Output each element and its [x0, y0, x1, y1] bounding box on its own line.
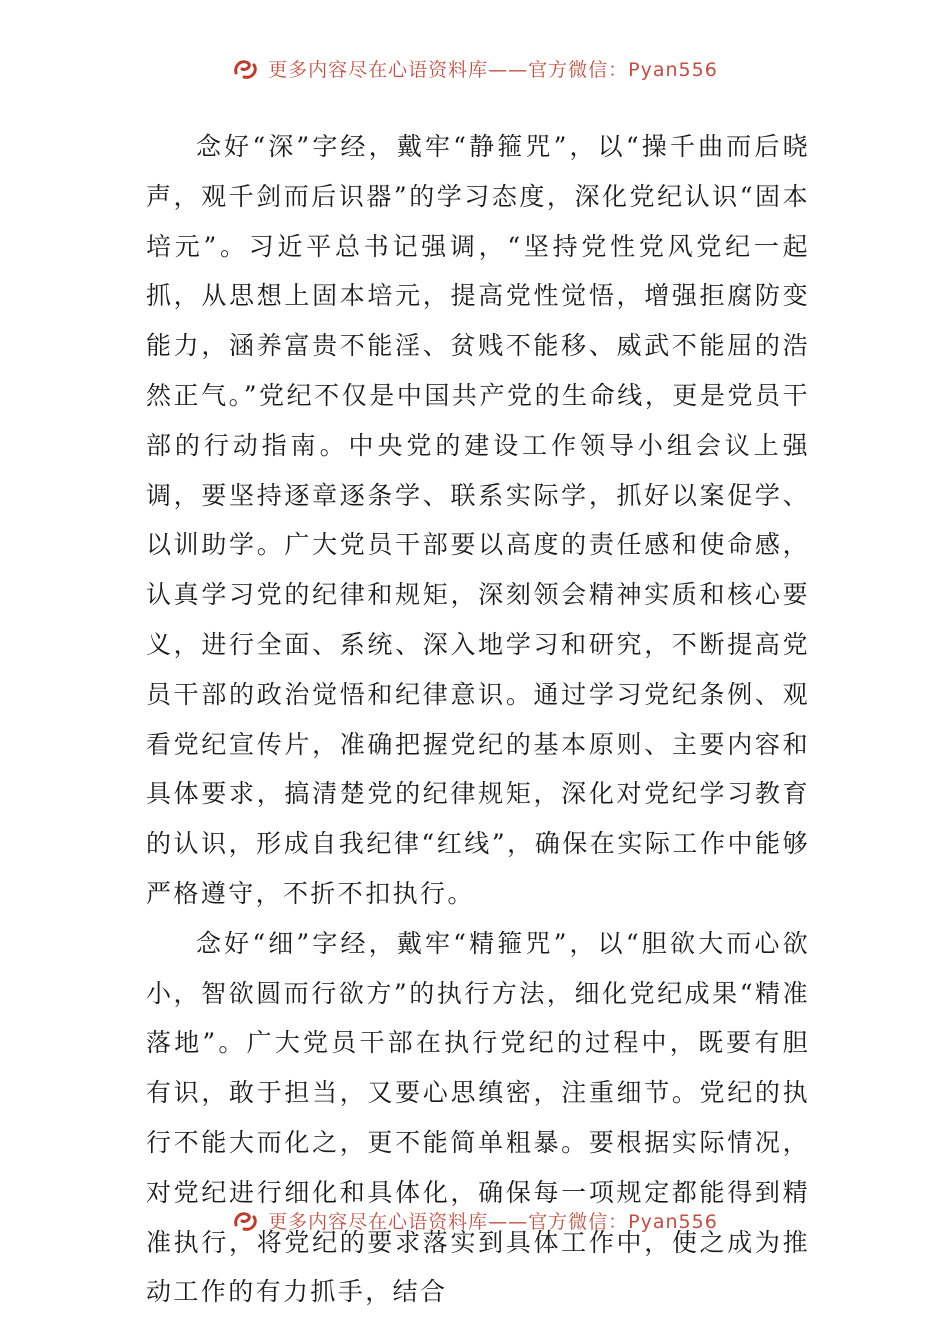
watermark-text: 更多内容尽在心语资料库——官方微信：Pyan556	[268, 58, 718, 81]
brand-logo-icon	[232, 55, 260, 81]
watermark-header	[0, 48, 950, 88]
paragraph-2: 念好“细”字经，戴牢“精箍咒”，以“胆欲大而心欲小，智欲圆而行欲方”的执行方法，细化党纪成果“精准落地”。广大党员干部在执行党纪的过程中，既要有胆有识，敢于担当，又要心思缜密，注重细节。党纪的执行不能大而化之，更不能简单粗暴。要根据实际情况，对党纪进行细化和具体化，确保每一项规定都能得到精准执行，将党纪的要求落实到具体工作中，使之成为推动工作的有力抓手，结合	[146, 928, 810, 1307]
document-body	[146, 122, 810, 1317]
paragraph-1: 念好“深”字经，戴牢“静箍咒”，以“操千曲而后晓声，观千剑而后识器”的学习态度，深化党纪认识“固本培元”。习近平总书记强调，“坚持党性党风党纪一起抓，从思想上固本培元，提高党性觉悟，增强拒腐防变能力，涵养富贵不能淫、贫贱不能移、威武不能屈的浩然正气。”党纪不仅是中国共产党的生命线，更是党员干部的行动指南。中央党的建设工作领导小组会议上强调，要坚持逐章逐条学、联系实际学，抓好以案促学、以训助学。广大党员干部要以高度的责任感和使命感，认真学习党的纪律和规矩，深刻领会精神实质和核心要义，进行全面、系统、深入地学习和研究，不断提高党员干部的政治觉悟和纪律意识。通过学习党纪条例、观看党纪宣传片，准确把握党纪的基本原则、主要内容和具体要求，搞清楚党的纪律规矩，深化对党纪学习教育的认识，形成自我纪律“红线”，确保在实际工作中能够严格遵守，不折不扣执行。	[146, 132, 810, 908]
watermark-text: 更多内容尽在心语资料库——官方微信：Pyan556	[268, 1210, 718, 1233]
watermark-footer	[0, 1200, 950, 1240]
brand-logo-icon	[232, 1207, 260, 1233]
